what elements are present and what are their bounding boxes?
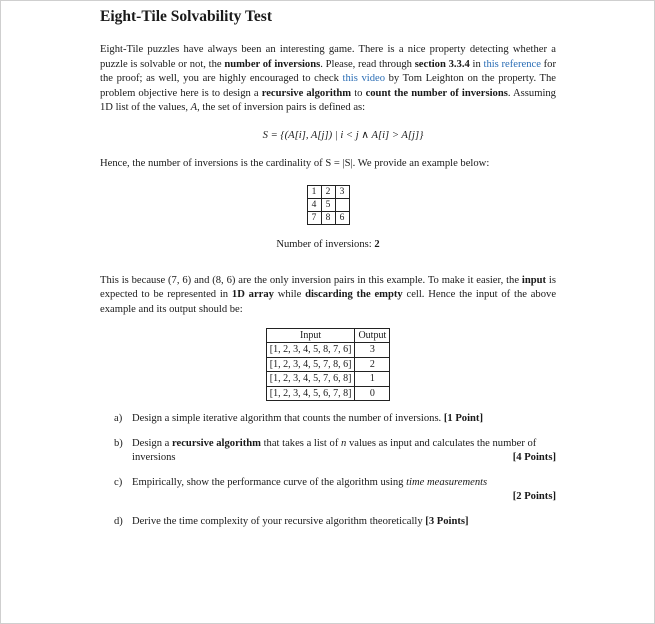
task-text: that takes a list of	[260, 437, 341, 449]
task-text: values as input and calculates the number of inversions	[132, 437, 537, 464]
reference-link[interactable]: this reference	[483, 58, 541, 70]
io-row	[266, 343, 389, 358]
explanation-bold-discard: discarding the empty	[305, 289, 403, 301]
task-marker: c)	[114, 476, 123, 488]
explanation-text: cell. Hence the input of the above example and its output should be:	[100, 289, 557, 315]
intro-text: Eight-Tile puzzles have always been an interesting game. There is a nice property detecting whether a puzzle is solvable or not, the	[100, 44, 556, 70]
intro-bold-inversions: number of inversions	[224, 58, 321, 70]
intro-bold-section: section 3.3.4	[414, 58, 470, 70]
io-row	[266, 357, 389, 372]
task-item-a	[100, 412, 556, 427]
task-points: [1 Point]	[443, 413, 483, 425]
io-input-cell: [1, 2, 3, 4, 5, 8, 7, 6]	[266, 343, 355, 358]
task-text: Empirically, show the performance curve of the algorithm using	[132, 476, 407, 488]
io-output-cell: 3	[355, 343, 390, 358]
io-header-input: Input	[266, 328, 355, 343]
grid-cell: 5	[321, 199, 335, 212]
explanation-text: while	[273, 289, 306, 301]
intro-text: to	[351, 87, 366, 99]
inversion-set-formula: S = {(A[i], A[j]) | i < j ∧ A[i] > A[j]}	[262, 129, 424, 141]
cardinality-paragraph: Hence, the number of inversions is the cardinality of S = |S|. We provide an example below:	[100, 157, 490, 169]
io-header-output: Output	[355, 328, 390, 343]
grid-cell: 2	[321, 186, 335, 199]
intro-var-a: A	[190, 102, 198, 114]
task-text: Derive the time complexity of your recursive algorithm theoretically	[132, 516, 426, 527]
explanation-bold-input: input	[521, 274, 547, 286]
task-text: Design a	[132, 437, 173, 449]
intro-text: in	[469, 58, 484, 70]
grid-row	[307, 199, 349, 212]
io-row	[266, 386, 389, 401]
task-points: [3 Points]	[425, 516, 469, 527]
example-puzzle-grid	[307, 185, 350, 225]
intro-bold-count: count the number of inversions	[365, 87, 508, 99]
explanation-bold-array: 1D array	[231, 289, 274, 301]
task-var-n: n	[341, 437, 347, 449]
task-item-c	[100, 476, 556, 505]
grid-cell: 6	[335, 212, 349, 225]
document-title: Eight-Tile Solvability Test	[100, 8, 272, 25]
io-header-row	[266, 328, 389, 343]
task-points: [4 Points]	[512, 452, 556, 464]
io-input-cell: [1, 2, 3, 4, 5, 6, 7, 8]	[266, 386, 355, 401]
intro-text: for the proof; as well, you are highly encouraged to check	[100, 58, 556, 85]
inversions-caption	[100, 238, 556, 253]
task-emphasis: time measurements	[406, 476, 488, 488]
grid-cell-empty	[335, 199, 349, 212]
io-input-cell: [1, 2, 3, 4, 5, 7, 8, 6]	[266, 357, 355, 372]
explanation-paragraph	[100, 274, 556, 318]
intro-bold-recursive: recursive algorithm	[261, 87, 352, 99]
intro-text: by Tom Leighton on the property. The problem objective here is to design a	[100, 73, 556, 99]
intro-paragraph	[100, 43, 556, 116]
task-points: [2 Points]	[512, 491, 556, 503]
io-output-cell: 0	[355, 386, 390, 401]
intro-text: . Please, read through	[320, 58, 415, 70]
video-link[interactable]: this video	[342, 73, 385, 85]
task-bold: recursive algorithm	[172, 437, 261, 449]
inversions-label: Number of inversions:	[276, 239, 375, 251]
io-output-cell: 1	[355, 372, 390, 387]
grid-row	[307, 186, 349, 199]
task-marker: b)	[114, 437, 123, 449]
task-marker: a)	[114, 413, 123, 425]
explanation-text: is expected to be represented in	[100, 274, 556, 301]
io-input-cell: [1, 2, 3, 4, 5, 7, 6, 8]	[266, 372, 355, 387]
document-body	[100, 8, 556, 540]
task-list	[100, 412, 556, 530]
intro-text: . Assuming 1D list of the values,	[100, 87, 556, 114]
grid-cell: 7	[307, 212, 321, 225]
grid-cell: 8	[321, 212, 335, 225]
io-output-cell: 2	[355, 357, 390, 372]
task-item-d	[100, 515, 556, 530]
task-marker: d)	[114, 516, 123, 527]
task-item-b	[100, 437, 556, 466]
task-text: Design a simple iterative algorithm that counts the number of inversions.	[132, 413, 444, 425]
grid-cell: 3	[335, 186, 349, 199]
explanation-text: This is because (7, 6) and (8, 6) are the only inversion pairs in this example. To make it easier, the	[100, 274, 522, 286]
grid-cell: 1	[307, 186, 321, 199]
intro-text: , the set of inversion pairs is defined as:	[197, 102, 366, 114]
io-row	[266, 372, 389, 387]
input-output-table	[266, 328, 390, 402]
grid-row	[307, 212, 349, 225]
inversions-value: 2	[374, 239, 380, 251]
grid-cell: 4	[307, 199, 321, 212]
